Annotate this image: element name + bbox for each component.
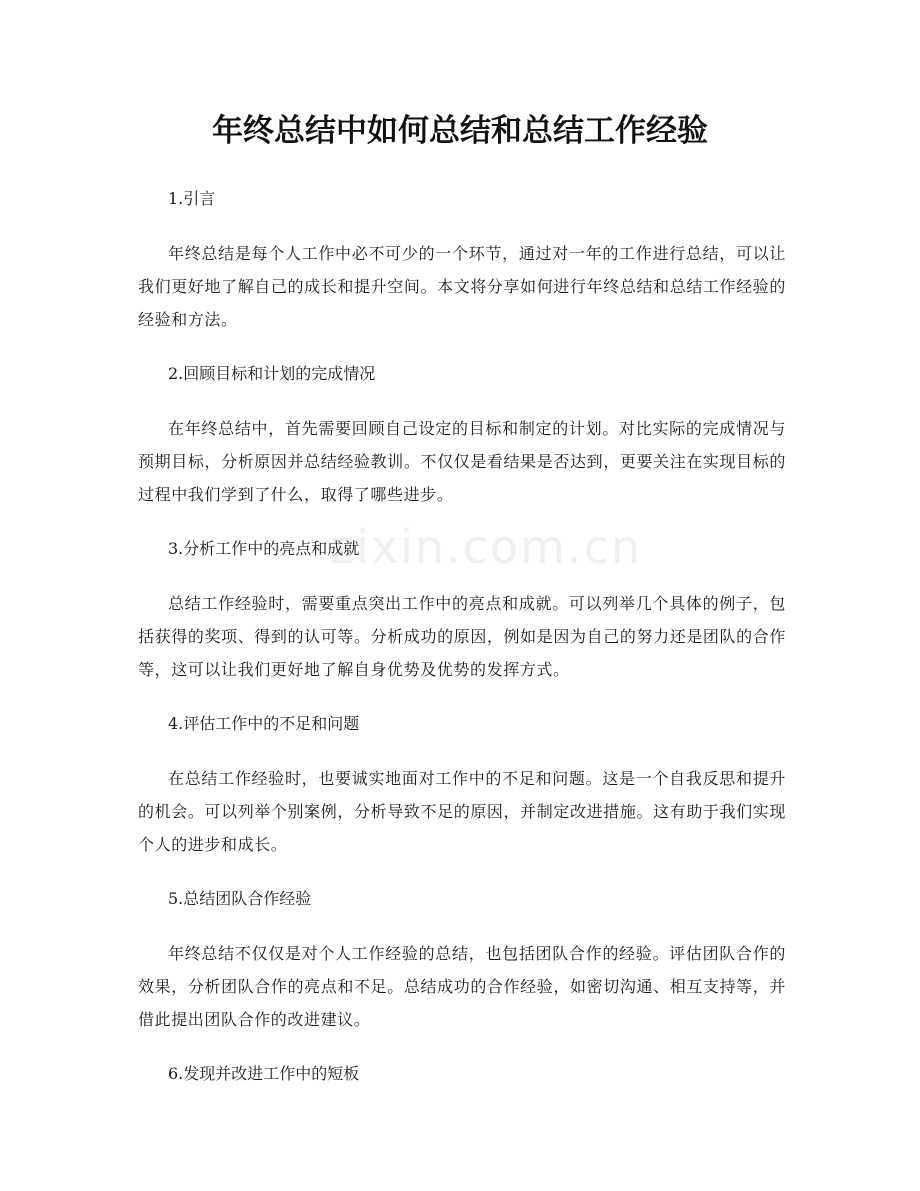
document-title: 年终总结中如何总结和总结工作经验	[212, 113, 708, 149]
section-paragraph: 总结工作经验时，需要重点突出工作中的亮点和成就。可以列举几个具体的例子，包括获得的奖项、得到的认可等。分析成功的原因，例如是因为自己的努力还是团队的合作等，这可以让我们更好地了解自身优势及优势的发挥方式。	[138, 594, 786, 679]
section-heading: 6.发现并改进工作中的短板	[168, 1064, 360, 1083]
section-heading: 3.分析工作中的亮点和成就	[168, 539, 360, 558]
section-heading: 1.引言	[168, 189, 216, 208]
section-paragraph: 在年终总结中，首先需要回顾自己设定的目标和制定的计划。对比实际的完成情况与预期目标，分析原因并总结经验教训。不仅仅是看结果是否达到，更要关注在实现目标的过程中我们学到了什么，取得了哪些进步。	[138, 419, 786, 504]
section-paragraph: 年终总结是每个人工作中必不可少的一个环节，通过对一年的工作进行总结，可以让我们更好地了解自己的成长和提升空间。本文将分享如何进行年终总结和总结工作经验的经验和方法。	[138, 244, 786, 329]
section-heading: 5.总结团队合作经验	[168, 889, 312, 908]
section-heading: 2.回顾目标和计划的完成情况	[168, 364, 376, 383]
section-paragraph: 在总结工作经验时，也要诚实地面对工作中的不足和问题。这是一个自我反思和提升的机会。可以列举个别案例，分析导致不足的原因，并制定改进措施。这有助于我们实现个人的进步和成长。	[138, 769, 786, 854]
watermark: zixin.com.cn	[330, 520, 643, 574]
section-heading: 4.评估工作中的不足和问题	[168, 714, 360, 733]
section-paragraph: 年终总结不仅仅是对个人工作经验的总结，也包括团队合作的经验。评估团队合作的效果，分析团队合作的亮点和不足。总结成功的合作经验，如密切沟通、相互支持等，并借此提出团队合作的改进建议。	[138, 944, 786, 1029]
document-body	[138, 183, 786, 1090]
